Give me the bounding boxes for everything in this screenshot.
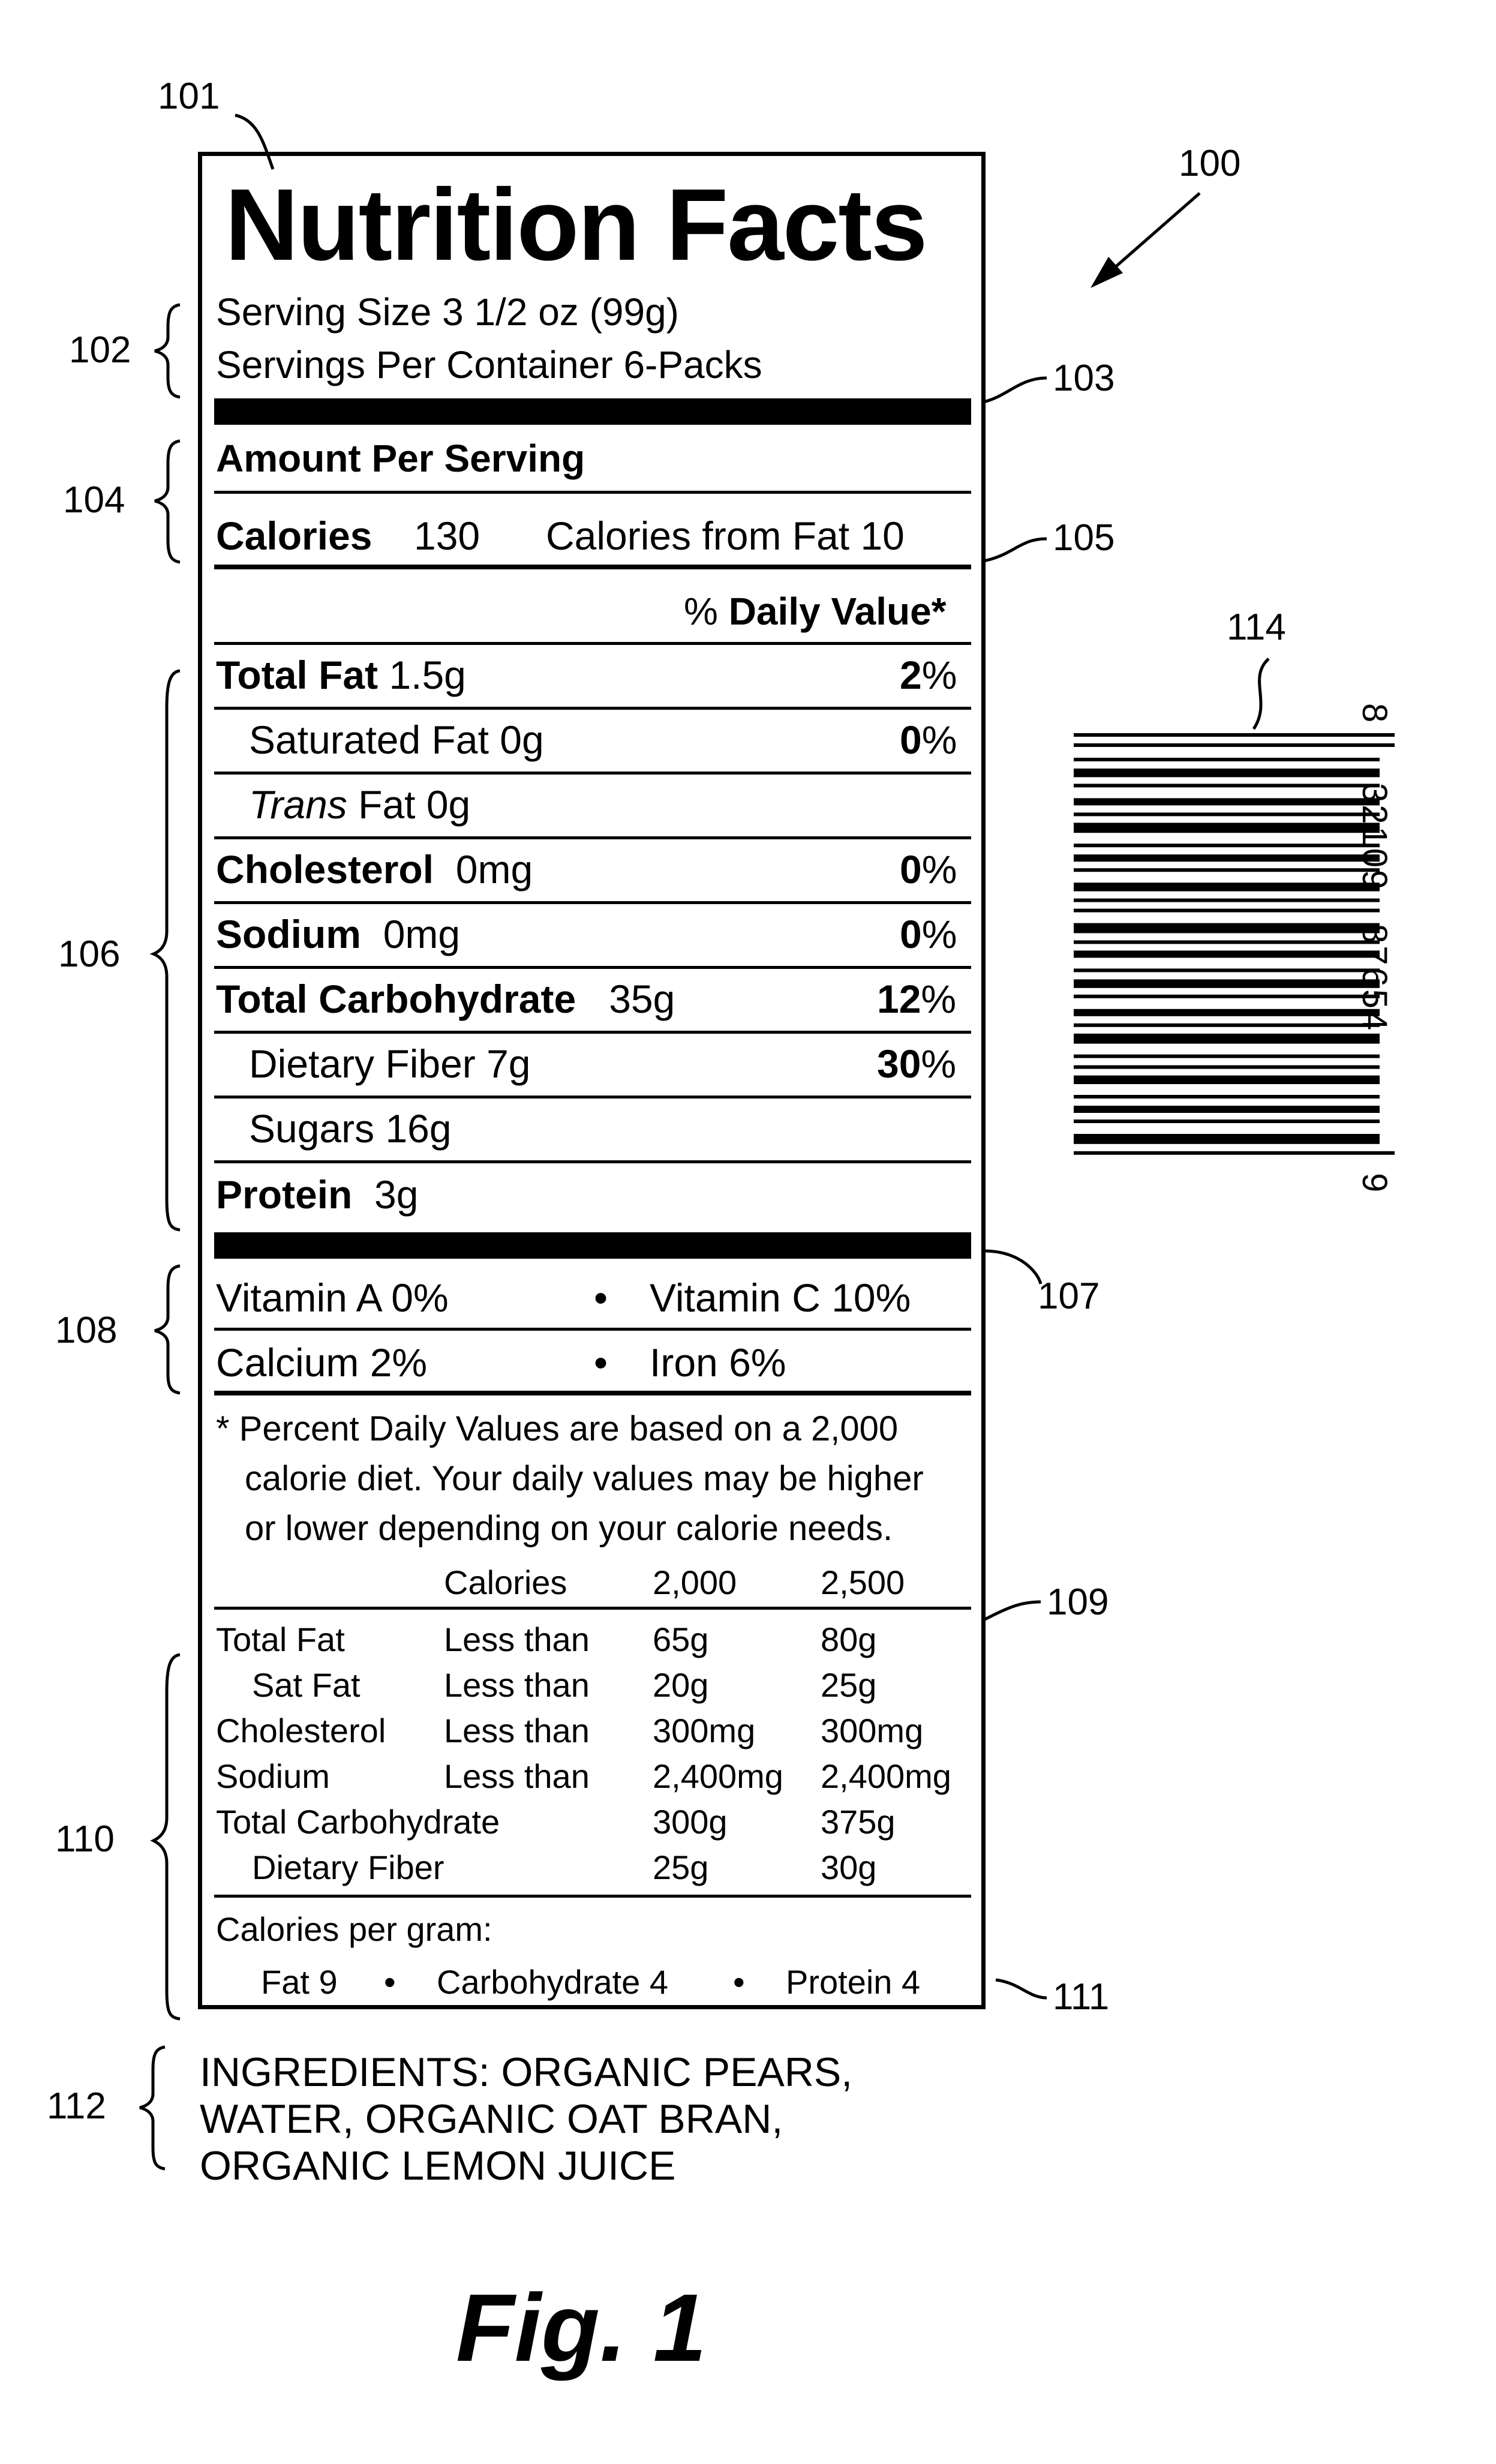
dv-row-2500: 2,400mg — [821, 1757, 951, 1795]
barcode-bar — [1074, 823, 1380, 833]
calories-label: Calories — [216, 514, 373, 558]
dv-row-label: Cholesterol — [216, 1712, 386, 1749]
leader-107 — [984, 1251, 1041, 1284]
dv-row-label: Total Fat — [216, 1620, 345, 1658]
cholesterol-amount: 0mg — [455, 847, 533, 892]
calcium: Calcium 2% — [216, 1340, 428, 1385]
barcode-bar — [1074, 1066, 1380, 1069]
ingredients-line-1: INGREDIENTS: ORGANIC PEARS, — [200, 2049, 853, 2095]
amount-per-serving: Amount Per Serving — [216, 437, 585, 480]
cpg-fat: Fat 9 — [261, 1963, 338, 2001]
dv-sign: % — [921, 1042, 957, 1086]
divider — [214, 1160, 971, 1163]
dv-row-qualifier: Less than — [444, 1620, 590, 1658]
row-total-fat — [216, 655, 466, 695]
total-carbohydrate-label: Total Carbohydrate — [216, 977, 576, 1021]
protein-label: Protein — [216, 1172, 353, 1217]
dv-row-2000: 300mg — [653, 1712, 756, 1749]
barcode-bar — [1074, 1076, 1380, 1084]
dietary-fiber-dv — [877, 1044, 956, 1084]
dv-row-qualifier: Less than — [444, 1757, 590, 1795]
dv-number: 30 — [877, 1042, 921, 1086]
divider — [214, 1328, 971, 1331]
barcode-bar — [1074, 758, 1380, 761]
dv-row-label: Sodium — [216, 1757, 330, 1795]
footnote-line-1: * Percent Daily Values are based on a 2,000 — [216, 1409, 899, 1448]
ingredients-line-2: WATER, ORGANIC OAT BRAN, — [200, 2096, 783, 2142]
barcode-bar — [1074, 1024, 1380, 1027]
leader-109 — [984, 1602, 1041, 1620]
cpg-protein: Protein 4 — [786, 1963, 921, 2001]
barcode-bar — [1074, 812, 1380, 816]
barcode-bar — [1074, 979, 1380, 988]
total-carbohydrate-amount: 35g — [609, 977, 675, 1021]
leader-111 — [996, 1980, 1047, 1998]
arrow-100-head — [1091, 257, 1123, 288]
daily-value-label: Daily Value* — [728, 590, 947, 633]
barcode-bar — [1074, 883, 1380, 891]
barcode-bar — [1074, 909, 1380, 913]
ref-110: 110 — [55, 1818, 115, 1860]
ref-104: 104 — [63, 479, 125, 521]
barcode-bar — [1074, 1151, 1395, 1155]
dv-row-label: Total Carbohydrate — [216, 1803, 500, 1841]
barcode-bar — [1074, 733, 1395, 737]
ref-109: 109 — [1047, 1581, 1109, 1623]
divider-109 — [214, 1607, 971, 1610]
dv-sign: % — [921, 847, 957, 892]
ref-112: 112 — [47, 2085, 106, 2127]
divider — [214, 772, 971, 775]
vitamin-bullet: • — [594, 1275, 608, 1320]
divider — [214, 642, 971, 645]
dv-row-2500: 30g — [821, 1848, 877, 1886]
barcode-digits-group-1: 87654 — [1355, 924, 1394, 1033]
cholesterol-dv — [900, 847, 957, 892]
dv-row-label: Sat Fat — [252, 1666, 361, 1704]
dv-header-2500: 2,500 — [821, 1563, 905, 1601]
barcode-bar — [1074, 784, 1380, 787]
dv-row-qualifier: Less than — [444, 1712, 590, 1749]
divider — [214, 901, 971, 904]
divider — [214, 836, 971, 839]
calories-per-gram-title: Calories per gram: — [216, 1910, 492, 1948]
ref-114: 114 — [1227, 607, 1286, 648]
total-carbohydrate-dv — [877, 979, 956, 1019]
barcode-bars — [1074, 733, 1395, 1155]
cpg-bullet: • — [384, 1963, 396, 2001]
barcode-bar — [1074, 798, 1380, 805]
total-fat-label: Total Fat — [216, 653, 378, 697]
footnote-line-2: calorie diet. Your daily values may be higher — [245, 1459, 924, 1498]
servings-per-container: Servings Per Container 6-Packs — [216, 343, 762, 386]
row-sodium — [216, 914, 460, 954]
label-title: Nutrition Facts — [225, 168, 927, 282]
dv-sign: % — [921, 977, 957, 1021]
dv-row-qualifier: Less than — [444, 1666, 590, 1704]
leader-105 — [984, 539, 1047, 561]
barcode-bar — [1074, 899, 1380, 902]
barcode-bar — [1074, 1009, 1380, 1016]
divider — [214, 1096, 971, 1099]
daily-value-header — [684, 592, 947, 631]
sodium-dv — [900, 914, 957, 954]
dietary-fiber-label: Dietary Fiber 7g — [249, 1042, 531, 1086]
daily-value-prefix: % — [684, 590, 729, 633]
dv-number: 2 — [900, 653, 922, 697]
total-fat-amount: 1.5g — [389, 653, 466, 697]
dv-header-calories: Calories — [444, 1563, 567, 1601]
divider — [214, 491, 971, 494]
cpg-carbohydrate: Carbohydrate 4 — [437, 1963, 669, 2001]
row-cholesterol — [216, 847, 533, 892]
brace-104 — [155, 441, 180, 562]
barcode-bar — [1074, 854, 1380, 862]
dv-number: 12 — [877, 977, 921, 1021]
barcode-bar — [1074, 923, 1380, 934]
leader-103 — [984, 378, 1047, 402]
vitamin-c: Vitamin C 10% — [650, 1275, 911, 1320]
dv-number: 0 — [900, 847, 922, 892]
ref-101: 101 — [158, 76, 220, 117]
iron: Iron 6% — [650, 1340, 786, 1385]
vitamin-a: Vitamin A 0% — [216, 1275, 449, 1320]
sodium-amount: 0mg — [383, 912, 461, 956]
brace-110 — [154, 1655, 180, 2019]
barcode-bar — [1074, 1055, 1380, 1058]
dv-row-2500: 375g — [821, 1803, 896, 1841]
dv-row-2000: 20g — [653, 1666, 709, 1704]
barcode-bar — [1074, 769, 1380, 777]
ref-105: 105 — [1053, 517, 1115, 559]
protein-amount: 3g — [374, 1172, 419, 1217]
divider — [214, 966, 971, 969]
barcode-digit-first: 9 — [1355, 1173, 1394, 1193]
ref-107: 107 — [1038, 1275, 1100, 1317]
dv-header-2000: 2,000 — [653, 1563, 737, 1601]
brace-112 — [140, 2047, 165, 2169]
barcode-bar — [1074, 1134, 1380, 1144]
barcode-bar — [1074, 743, 1395, 747]
footnote-line-3: or lower depending on your calorie needs. — [245, 1509, 893, 1548]
brace-108 — [155, 1266, 180, 1393]
dv-row-2500: 80g — [821, 1620, 877, 1658]
barcode-bar — [1074, 1120, 1380, 1123]
trans-fat-label: Fat 0g — [347, 782, 471, 827]
leader-114 — [1254, 659, 1269, 729]
total-fat-dv — [900, 655, 957, 695]
ref-106: 106 — [58, 934, 121, 975]
figure-caption: Fig. 1 — [456, 2274, 707, 2381]
ref-111: 111 — [1053, 1976, 1110, 2018]
barcode-digits-group-2: 32109 — [1355, 783, 1394, 892]
barcode-bar — [1074, 1095, 1380, 1099]
dv-sign: % — [921, 718, 957, 762]
ref-100: 100 — [1179, 143, 1241, 184]
barcode-bar — [1074, 868, 1380, 872]
barcode-bar — [1074, 995, 1380, 998]
trans-italic: Trans — [249, 782, 347, 827]
dv-sign: % — [921, 653, 957, 697]
dv-row-2000: 2,400mg — [653, 1757, 783, 1795]
barcode-bar — [1074, 1106, 1380, 1113]
thick-divider-107 — [214, 1232, 971, 1259]
dv-row-label: Dietary Fiber — [252, 1848, 444, 1886]
divider — [214, 1895, 971, 1898]
divider-105 — [214, 565, 971, 569]
arrow-100-shaft — [1104, 193, 1200, 277]
sugars-label: Sugars 16g — [249, 1106, 452, 1151]
vitamin-bullet: • — [594, 1340, 608, 1385]
thick-divider-103 — [214, 398, 971, 425]
brace-106 — [154, 671, 180, 1230]
cpg-bullet: • — [733, 1963, 745, 2001]
barcode-bar — [1074, 950, 1380, 958]
dv-sign: % — [921, 912, 957, 956]
dv-number: 0 — [900, 912, 922, 956]
dv-row-2500: 300mg — [821, 1712, 924, 1749]
calories-from-fat: Calories from Fat 10 — [546, 514, 905, 558]
dv-number: 0 — [900, 718, 922, 762]
sodium-label: Sodium — [216, 912, 361, 956]
dv-row-2000: 300g — [653, 1803, 728, 1841]
barcode-bar — [1074, 968, 1380, 972]
saturated-fat-label: Saturated Fat 0g — [249, 718, 544, 762]
row-trans-fat — [249, 782, 471, 827]
divider — [214, 707, 971, 710]
brace-102 — [155, 305, 180, 397]
dv-row-2500: 25g — [821, 1666, 877, 1704]
calories-value: 130 — [414, 514, 480, 558]
barcode-bar — [1074, 1034, 1380, 1044]
dv-row-2000: 65g — [653, 1620, 709, 1658]
divider — [214, 1031, 971, 1034]
cholesterol-label: Cholesterol — [216, 847, 434, 892]
divider — [214, 1391, 971, 1395]
barcode-bar — [1074, 940, 1380, 944]
row-protein — [216, 1172, 419, 1217]
dv-row-2000: 25g — [653, 1848, 709, 1886]
serving-size: Serving Size 3 1/2 oz (99g) — [216, 290, 679, 334]
ingredients-line-3: ORGANIC LEMON JUICE — [200, 2143, 676, 2189]
barcode-bar — [1074, 844, 1380, 847]
saturated-fat-dv — [900, 720, 957, 760]
barcode-digit-last: 8 — [1355, 703, 1394, 723]
ref-102: 102 — [69, 329, 131, 371]
ref-108: 108 — [55, 1310, 118, 1351]
ref-103: 103 — [1053, 358, 1115, 399]
row-total-carbohydrate — [216, 979, 675, 1019]
